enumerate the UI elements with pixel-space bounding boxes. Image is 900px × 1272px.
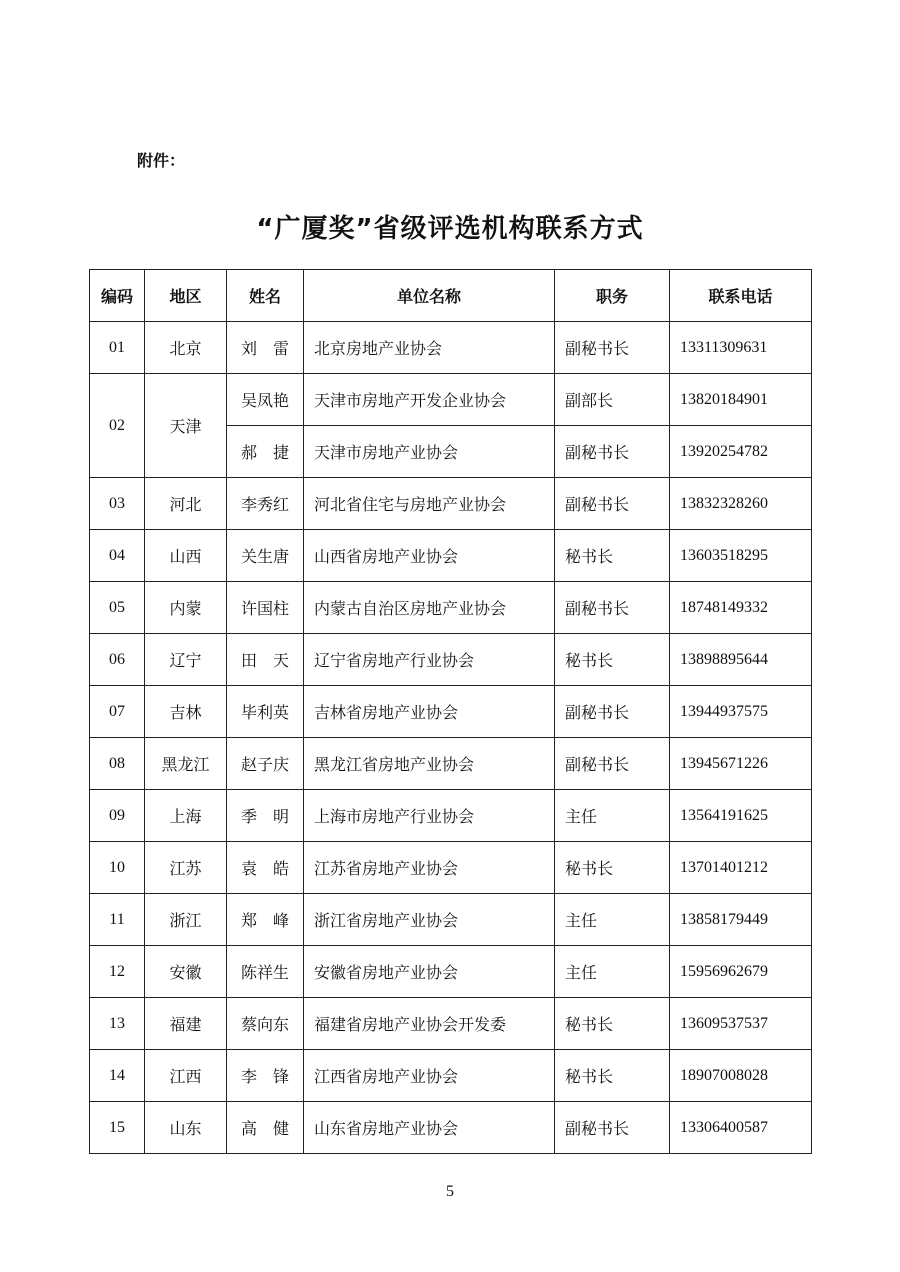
cell-phone: 13920254782 bbox=[670, 426, 812, 478]
cell-region: 安徽 bbox=[145, 946, 227, 998]
cell-title: 主任 bbox=[555, 946, 670, 998]
table-row bbox=[90, 478, 812, 530]
cell-region: 黑龙江 bbox=[145, 738, 227, 790]
table-row bbox=[90, 738, 812, 790]
cell-phone: 13944937575 bbox=[670, 686, 812, 738]
cell-name: 高 健 bbox=[227, 1102, 304, 1154]
table-row bbox=[90, 374, 812, 426]
header-code: 编码 bbox=[90, 270, 145, 322]
table-row bbox=[90, 582, 812, 634]
cell-org: 浙江省房地产业协会 bbox=[304, 894, 555, 946]
cell-org: 山西省房地产业协会 bbox=[304, 530, 555, 582]
cell-region: 浙江 bbox=[145, 894, 227, 946]
cell-name: 李 锋 bbox=[227, 1050, 304, 1102]
cell-region: 北京 bbox=[145, 322, 227, 374]
cell-code: 14 bbox=[90, 1050, 145, 1102]
cell-name: 郝 捷 bbox=[227, 426, 304, 478]
cell-title: 副秘书长 bbox=[555, 322, 670, 374]
cell-code: 12 bbox=[90, 946, 145, 998]
cell-name: 许国柱 bbox=[227, 582, 304, 634]
cell-region: 江苏 bbox=[145, 842, 227, 894]
header-title: 职务 bbox=[555, 270, 670, 322]
table-row bbox=[90, 946, 812, 998]
cell-code: 04 bbox=[90, 530, 145, 582]
cell-region: 天津 bbox=[145, 374, 227, 478]
cell-org: 天津市房地产开发企业协会 bbox=[304, 374, 555, 426]
attachment-label: 附件： bbox=[137, 151, 186, 170]
cell-org: 北京房地产业协会 bbox=[304, 322, 555, 374]
cell-org: 安徽省房地产业协会 bbox=[304, 946, 555, 998]
cell-phone: 13832328260 bbox=[670, 478, 812, 530]
cell-phone: 18907008028 bbox=[670, 1050, 812, 1102]
table-row bbox=[90, 530, 812, 582]
cell-name: 季 明 bbox=[227, 790, 304, 842]
cell-org: 河北省住宅与房地产业协会 bbox=[304, 478, 555, 530]
page-title: “广厦奖”省级评选机构联系方式 bbox=[256, 214, 644, 244]
cell-title: 秘书长 bbox=[555, 998, 670, 1050]
cell-code: 02 bbox=[90, 374, 145, 478]
cell-code: 06 bbox=[90, 634, 145, 686]
cell-org: 天津市房地产业协会 bbox=[304, 426, 555, 478]
header-org: 单位名称 bbox=[304, 270, 555, 322]
cell-region: 山东 bbox=[145, 1102, 227, 1154]
cell-org: 山东省房地产业协会 bbox=[304, 1102, 555, 1154]
cell-code: 05 bbox=[90, 582, 145, 634]
cell-title: 副秘书长 bbox=[555, 478, 670, 530]
cell-name: 毕利英 bbox=[227, 686, 304, 738]
cell-name: 陈祥生 bbox=[227, 946, 304, 998]
cell-org: 福建省房地产业协会开发委 bbox=[304, 998, 555, 1050]
cell-phone: 13311309631 bbox=[670, 322, 812, 374]
cell-title: 秘书长 bbox=[555, 1050, 670, 1102]
cell-title: 副秘书长 bbox=[555, 426, 670, 478]
table-row bbox=[90, 894, 812, 946]
cell-phone: 13603518295 bbox=[670, 530, 812, 582]
cell-title: 副秘书长 bbox=[555, 582, 670, 634]
cell-region: 福建 bbox=[145, 998, 227, 1050]
cell-name: 李秀红 bbox=[227, 478, 304, 530]
table-row bbox=[90, 1102, 812, 1154]
cell-region: 辽宁 bbox=[145, 634, 227, 686]
cell-name: 蔡向东 bbox=[227, 998, 304, 1050]
table-row bbox=[90, 842, 812, 894]
cell-phone: 13564191625 bbox=[670, 790, 812, 842]
cell-phone: 13945671226 bbox=[670, 738, 812, 790]
cell-phone: 13701401212 bbox=[670, 842, 812, 894]
cell-name: 郑 峰 bbox=[227, 894, 304, 946]
table-row bbox=[90, 1050, 812, 1102]
cell-code: 03 bbox=[90, 478, 145, 530]
cell-region: 内蒙 bbox=[145, 582, 227, 634]
cell-region: 山西 bbox=[145, 530, 227, 582]
cell-name: 刘 雷 bbox=[227, 322, 304, 374]
table-row bbox=[90, 634, 812, 686]
cell-title: 副秘书长 bbox=[555, 1102, 670, 1154]
cell-phone: 18748149332 bbox=[670, 582, 812, 634]
table-row bbox=[90, 322, 812, 374]
cell-org: 吉林省房地产业协会 bbox=[304, 686, 555, 738]
cell-org: 辽宁省房地产行业协会 bbox=[304, 634, 555, 686]
cell-code: 09 bbox=[90, 790, 145, 842]
cell-org: 内蒙古自治区房地产业协会 bbox=[304, 582, 555, 634]
cell-phone: 13306400587 bbox=[670, 1102, 812, 1154]
cell-name: 吴凤艳 bbox=[227, 374, 304, 426]
cell-title: 秘书长 bbox=[555, 530, 670, 582]
cell-name: 赵子庆 bbox=[227, 738, 304, 790]
cell-region: 河北 bbox=[145, 478, 227, 530]
cell-code: 01 bbox=[90, 322, 145, 374]
contact-table bbox=[89, 269, 812, 1154]
cell-phone: 13858179449 bbox=[670, 894, 812, 946]
header-region: 地区 bbox=[145, 270, 227, 322]
cell-title: 主任 bbox=[555, 894, 670, 946]
header-name: 姓名 bbox=[227, 270, 304, 322]
cell-title: 副秘书长 bbox=[555, 686, 670, 738]
cell-title: 副部长 bbox=[555, 374, 670, 426]
cell-code: 07 bbox=[90, 686, 145, 738]
table-row bbox=[90, 790, 812, 842]
cell-org: 黑龙江省房地产业协会 bbox=[304, 738, 555, 790]
cell-name: 关生唐 bbox=[227, 530, 304, 582]
cell-org: 江苏省房地产业协会 bbox=[304, 842, 555, 894]
cell-name: 袁 皓 bbox=[227, 842, 304, 894]
cell-title: 主任 bbox=[555, 790, 670, 842]
cell-region: 江西 bbox=[145, 1050, 227, 1102]
table-row bbox=[90, 998, 812, 1050]
cell-code: 13 bbox=[90, 998, 145, 1050]
table-row bbox=[90, 686, 812, 738]
cell-region: 上海 bbox=[145, 790, 227, 842]
cell-org: 江西省房地产业协会 bbox=[304, 1050, 555, 1102]
cell-code: 15 bbox=[90, 1102, 145, 1154]
cell-code: 08 bbox=[90, 738, 145, 790]
cell-region: 吉林 bbox=[145, 686, 227, 738]
cell-phone: 13820184901 bbox=[670, 374, 812, 426]
cell-phone: 13609537537 bbox=[670, 998, 812, 1050]
cell-org: 上海市房地产行业协会 bbox=[304, 790, 555, 842]
cell-code: 10 bbox=[90, 842, 145, 894]
cell-phone: 15956962679 bbox=[670, 946, 812, 998]
cell-title: 秘书长 bbox=[555, 842, 670, 894]
cell-phone: 13898895644 bbox=[670, 634, 812, 686]
cell-name: 田 天 bbox=[227, 634, 304, 686]
header-phone: 联系电话 bbox=[670, 270, 812, 322]
page-number: 5 bbox=[446, 1183, 454, 1200]
cell-title: 秘书长 bbox=[555, 634, 670, 686]
table-header-row bbox=[90, 270, 812, 322]
cell-title: 副秘书长 bbox=[555, 738, 670, 790]
cell-code: 11 bbox=[90, 894, 145, 946]
